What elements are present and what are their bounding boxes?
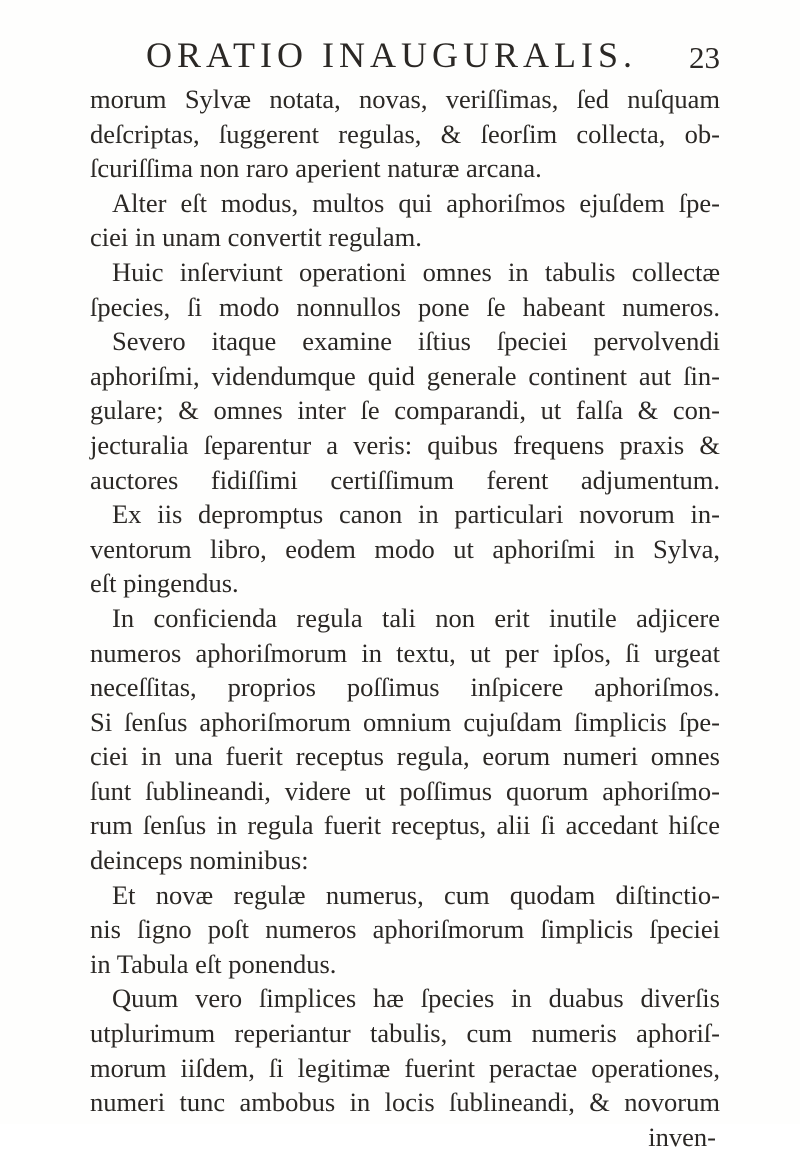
- text-line: eſt pingendus.: [90, 568, 239, 599]
- text-line: Alter eſt modus, multos qui aphoriſmos ejuſdem ſpe-: [112, 187, 720, 218]
- text-line: In conficienda regula tali non erit inutile adjicere: [112, 602, 720, 633]
- text-line: in Tabula eſt ponendus.: [90, 948, 337, 979]
- text-line: ciei in unam convertit regulam.: [90, 222, 422, 253]
- text-line: gulare; & omnes inter ſe comparandi, ut falſa & con-: [90, 395, 720, 426]
- text-line: utplurimum reperiantur tabulis, cum numeris aphoriſ-: [90, 1018, 720, 1049]
- text-line: nis ſigno poſt numeros aphoriſmorum ſimplicis ſpeciei: [90, 914, 720, 945]
- text-line: morum iiſdem, ſi legitimæ fuerint peractae operationes,: [90, 1052, 720, 1083]
- text-line: neceſſitas, proprios poſſimus inſpicere aphoriſmos.: [90, 672, 720, 703]
- text-line: ſunt ſublineandi, videre ut poſſimus quorum aphoriſmo-: [90, 775, 720, 806]
- text-line: Et novæ regulæ numerus, cum quodam diſtinctio-: [112, 879, 720, 910]
- text-line: jecturalia ſeparentur a veris: quibus frequens praxis &: [90, 429, 720, 460]
- text-line: Quum vero ſimplices hæ ſpecies in duabus diverſis: [112, 983, 720, 1014]
- text-line: Severo itaque examine iſtius ſpeciei pervolvendi: [112, 326, 720, 357]
- text-line: deſcriptas, ſuggerent regulas, & ſeorſim collecta, ob-: [90, 118, 720, 149]
- catchword: inven-: [648, 1121, 716, 1152]
- text-line: morum Sylvæ notata, novas, veriſſimas, ſed nuſquam: [90, 84, 720, 114]
- text-line: Ex iis depromptus canon in particulari novorum in-: [112, 499, 720, 530]
- text-line: ſpecies, ſi modo nonnullos pone ſe habeant numeros.: [90, 291, 720, 322]
- text-line: deinceps nominibus:: [90, 845, 309, 876]
- text-line: auctores fidiſſimi certiſſimum ferent adjumentum.: [90, 464, 720, 495]
- text-line: numeros aphoriſmorum in textu, ut per ipſos, ſi urgeat: [90, 637, 720, 668]
- text-line: numeri tunc ambobus in locis ſublineandi, & novorum: [90, 1087, 720, 1118]
- running-title: ORATIO INAUGURALIS.: [146, 35, 637, 75]
- text-line: ciei in una fuerit receptus regula, eorum numeri omnes: [90, 741, 720, 772]
- text-line: aphoriſmi, videndumque quid generale continent aut ſin-: [90, 360, 720, 391]
- page-header: [90, 34, 720, 78]
- text-line: rum ſenſus in regula fuerit receptus, alii ſi accedant hiſce: [90, 810, 720, 841]
- text-line: ſcuriſſima non raro aperient naturæ arcana.: [90, 153, 542, 184]
- text-line: ventorum libro, eodem modo ut aphoriſmi in Sylva,: [90, 533, 720, 564]
- page-number: 23: [689, 40, 720, 75]
- text-line: Huic inſerviunt operationi omnes in tabulis collectæ: [112, 256, 720, 287]
- text-line: Si ſenſus aphoriſmorum omnium cujuſdam ſimplicis ſpe-: [90, 706, 720, 737]
- body-text: [90, 82, 720, 1154]
